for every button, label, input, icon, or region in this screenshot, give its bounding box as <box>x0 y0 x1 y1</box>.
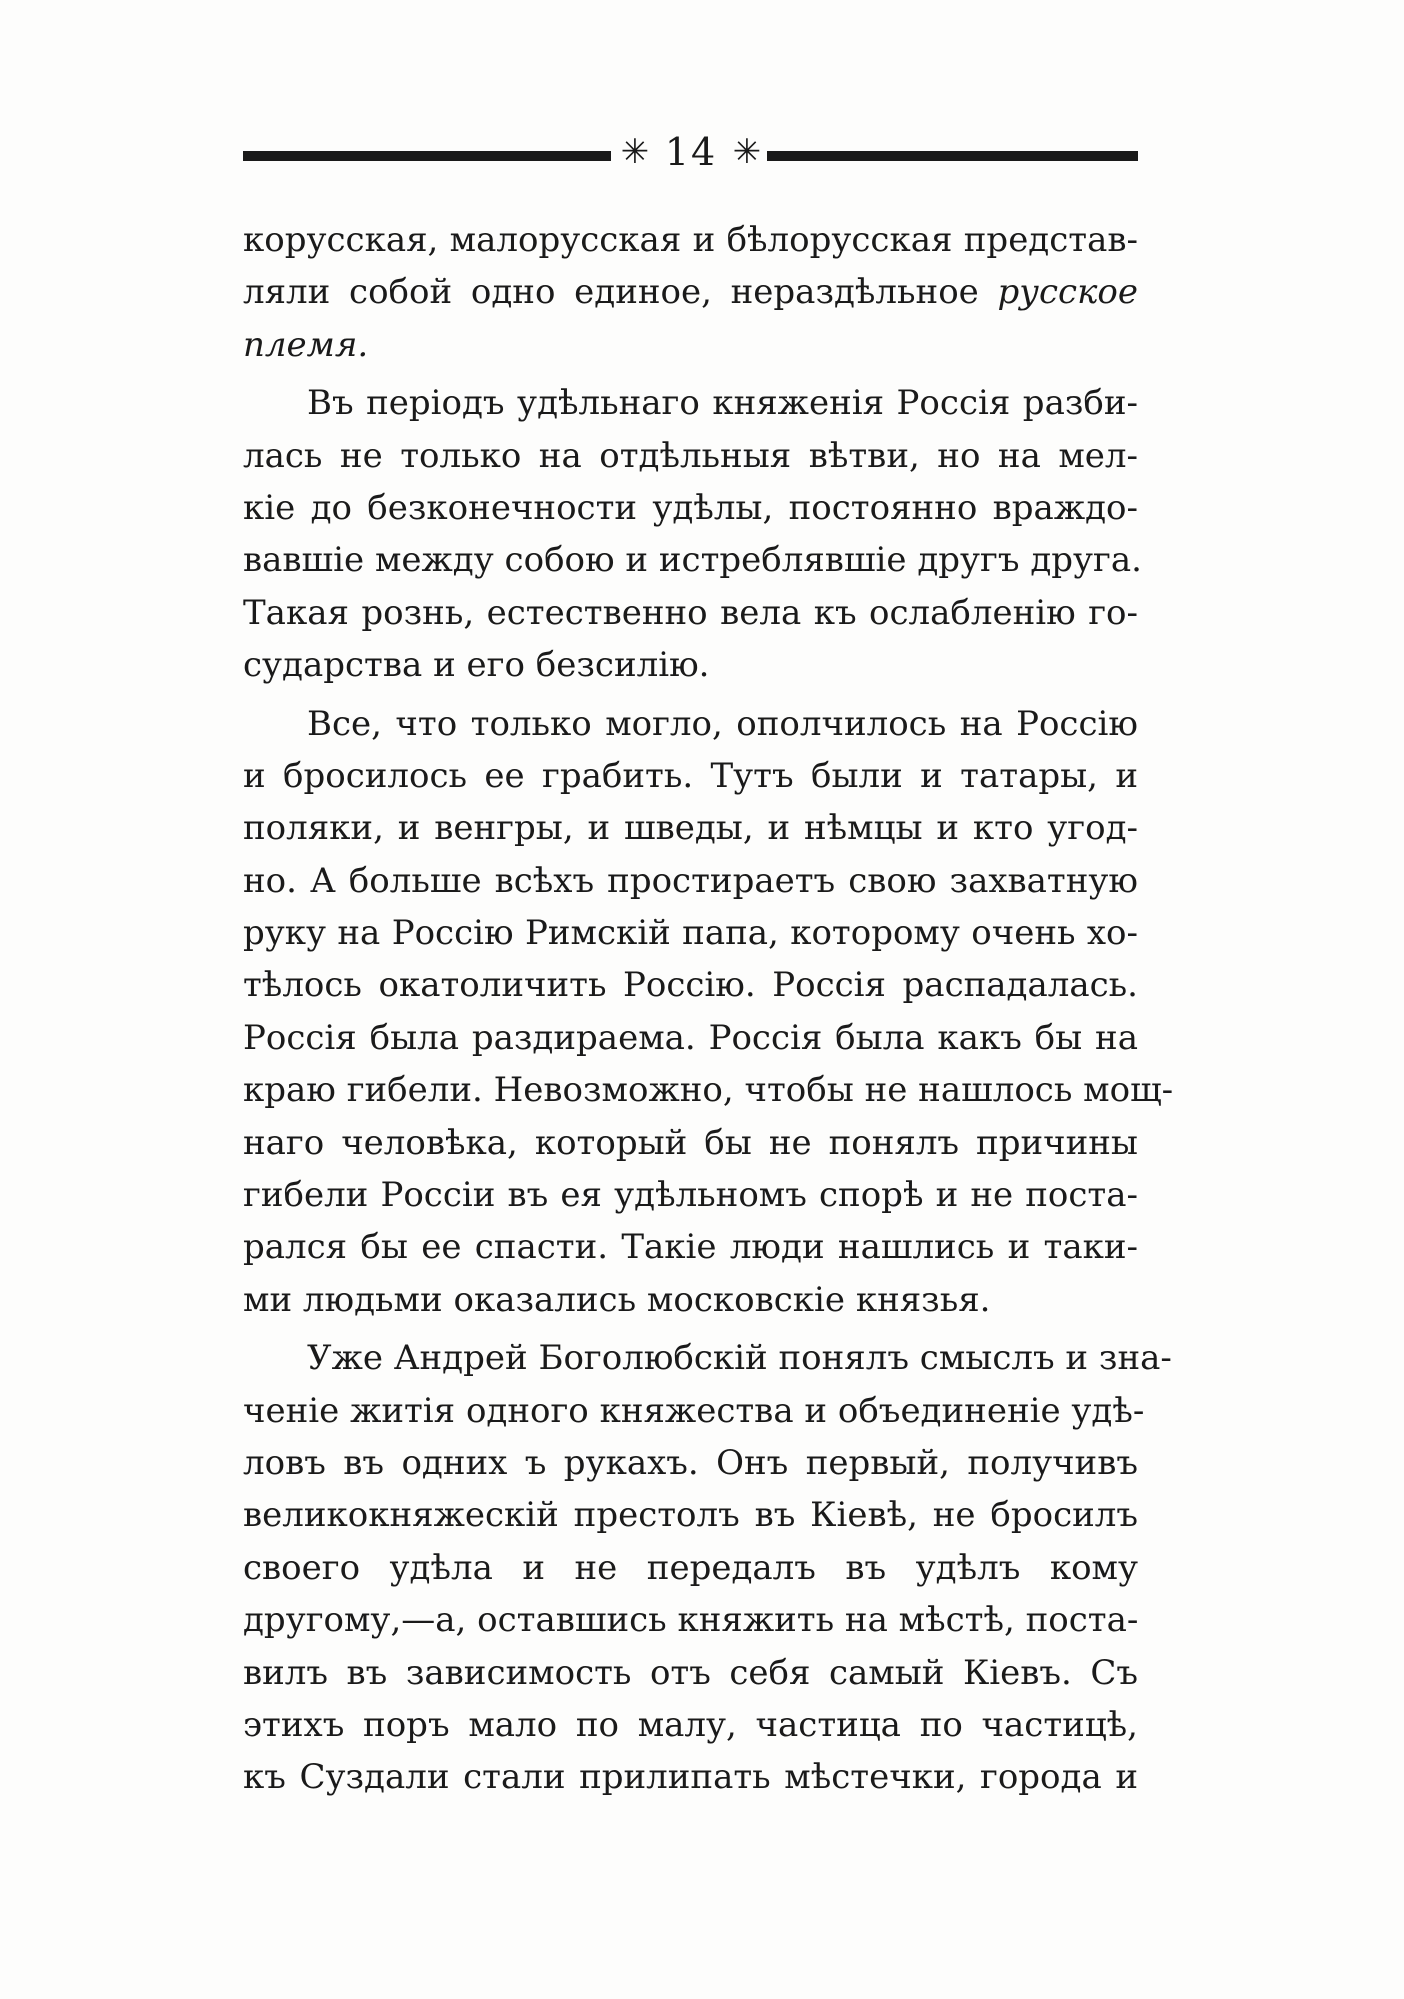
paragraph <box>243 698 1174 1327</box>
text-line <box>243 319 1138 371</box>
italic-term: русское <box>997 272 1138 313</box>
body-text <box>243 214 1174 1804</box>
header-rule-left <box>243 151 611 160</box>
text-line: великокняжескій престолъ въ Кіевѣ, не бросилъ <box>243 1495 1138 1536</box>
text-line: вавшіе между собою и истреблявшіе другъ друга. <box>243 540 1142 581</box>
text-line: но. А больше всѣхъ простираетъ свою захватную <box>243 860 1138 901</box>
text-line: поляки, и венгры, и шведы, и нѣмцы и кто угод- <box>243 808 1138 849</box>
paragraph <box>243 214 1138 371</box>
text-line: и бросилось ее грабить. Тутъ были и татары, и <box>243 755 1138 796</box>
italic-term: племя. <box>243 324 369 365</box>
text-line: кіе до безконечности удѣлы, постоянно враждо- <box>243 487 1138 528</box>
text-line: гибели Россіи въ ея удѣльномъ спорѣ и не поста- <box>243 1175 1138 1216</box>
text-line: лась не только на отдѣльныя вѣтви, но на мел- <box>243 435 1138 476</box>
text-line: ми людьми оказались московскіе князья. <box>243 1279 991 1320</box>
page-header <box>243 132 1138 172</box>
text-line: Въ періодъ удѣльнаго княженія Россія разби- <box>307 383 1138 424</box>
text-line: ченіе житія одного княжества и объединеніе удѣ- <box>243 1390 1145 1431</box>
paragraph <box>243 1332 1172 1804</box>
header-rule-right <box>767 151 1138 160</box>
text-line: краю гибели. Невозможно, чтобы не нашлось мощ- <box>243 1070 1174 1111</box>
text-line: наго человѣка, который бы не понялъ причины <box>243 1122 1138 1163</box>
text-line: ляли собой одно единое, нераздѣльное русское <box>243 272 1138 313</box>
paragraph <box>243 377 1142 691</box>
text-line: Все, что только могло, ополчилось на Россію <box>307 703 1138 744</box>
text-line: тѣлось окатоличить Россію. Россія распадалась. <box>243 965 1138 1006</box>
text-line: сударства и его безсилію. <box>243 645 710 686</box>
ornament-left-icon: ✳ <box>620 132 650 172</box>
ornament-right-icon: ✳ <box>732 132 762 172</box>
text-line: руку на Россію Римскій папа, которому очень хо- <box>243 913 1138 954</box>
text-line: этихъ поръ мало по малу, частица по частицѣ, <box>243 1704 1138 1745</box>
text-line: рался бы ее спасти. Такіе люди нашлись и таки- <box>243 1227 1138 1268</box>
text-line: другому,—а, оставшись княжить на мѣстѣ, поста- <box>243 1600 1139 1641</box>
text-line: Такая рознь, естественно вела къ ослабленію го- <box>243 592 1138 633</box>
text-line: ловъ въ одних ъ рукахъ. Онъ первый, получивъ <box>243 1442 1138 1483</box>
page-number: 14 <box>664 130 718 174</box>
text-line: вилъ въ зависимость отъ себя самый Кіевъ. Съ <box>243 1652 1138 1693</box>
text-line: къ Суздали стали прилипать мѣстечки, города и <box>243 1757 1138 1798</box>
text-line: Россія была раздираема. Россія была какъ бы на <box>243 1017 1138 1058</box>
text-line: корусская, малорусская и бѣлорусская представ- <box>243 220 1138 260</box>
text-line: Уже Андрей Боголюбскій понялъ смыслъ и зна- <box>307 1338 1172 1379</box>
text-line: своего удѣла и не передалъ въ удѣлъ кому <box>243 1547 1138 1588</box>
